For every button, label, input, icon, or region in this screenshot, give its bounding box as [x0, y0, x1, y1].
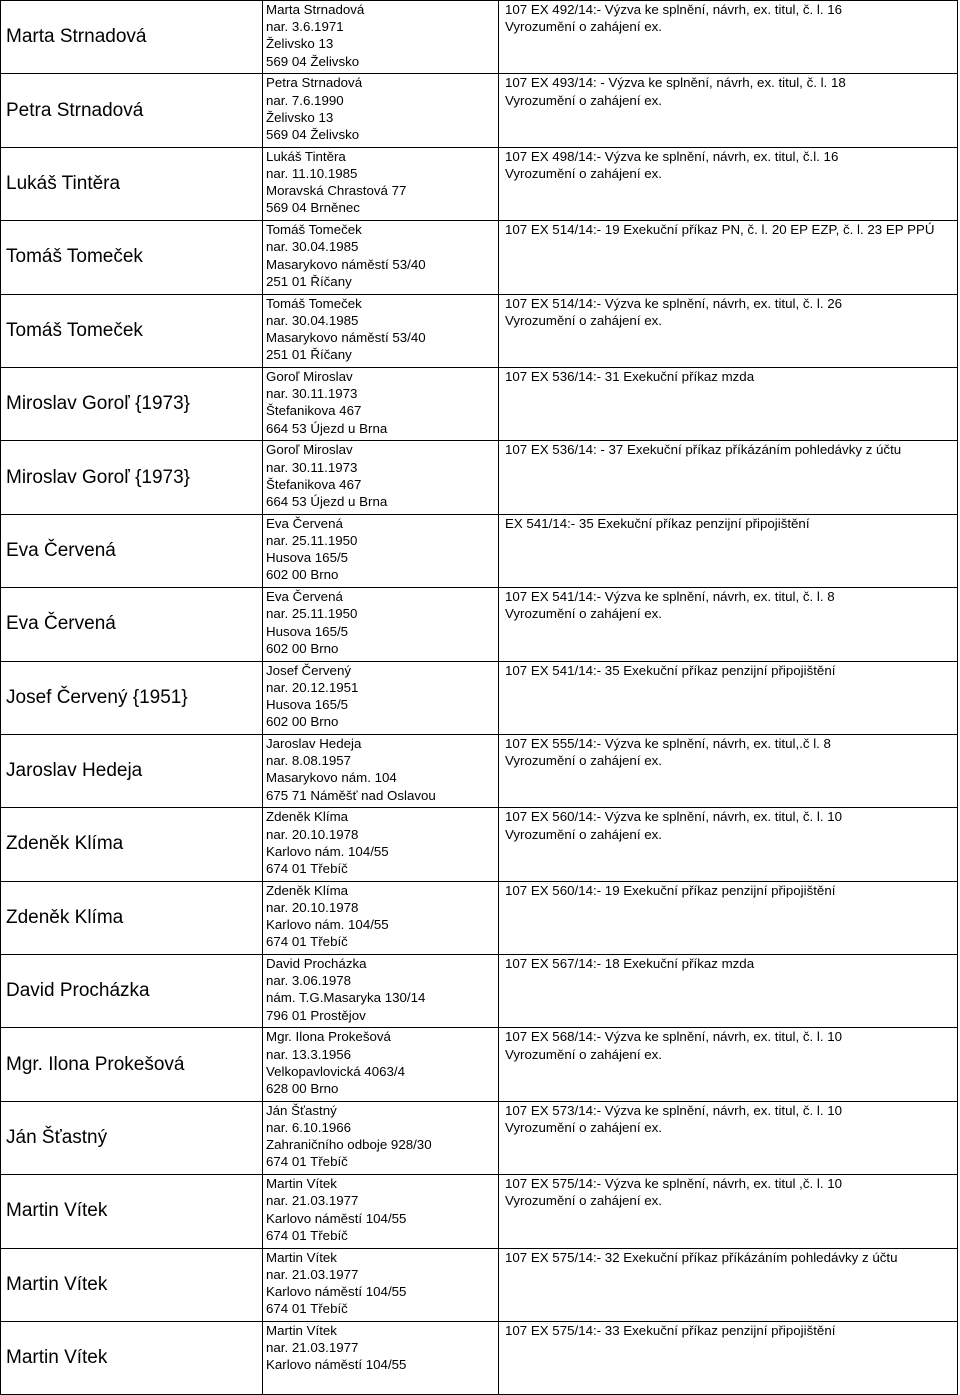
detail-address-line: 674 01 Třebíč	[266, 1301, 348, 1317]
detail-address-line: Karlovo nám. 104/55	[266, 917, 389, 933]
detail-name-line: Tomáš Tomeček	[266, 222, 362, 238]
person-detail-cell	[263, 661, 499, 734]
case-line: 107 EX 575/14:- Výzva ke splnění, návrh, ex. titul ,č. l. 10	[505, 1176, 843, 1192]
case-line: 107 EX 560/14:- Výzva ke splnění, návrh, ex. titul, č. l. 10	[505, 809, 843, 825]
detail-address-line: 602 00 Brno	[266, 714, 339, 730]
detail-birthdate-line: nar. 20.10.1978	[266, 826, 359, 842]
detail-address-line: Karlovo náměstí 104/55	[266, 1284, 407, 1300]
person-name-cell: Marta Strnadová	[1, 1, 263, 74]
person-name-cell: Zdeněk Klíma	[1, 881, 263, 954]
detail-birthdate-line: nar. 21.03.1977	[266, 1193, 359, 1209]
case-line: 107 EX 536/14:- 31 Exekuční příkaz mzda	[505, 368, 755, 384]
detail-birthdate-line: nar. 21.03.1977	[266, 1340, 359, 1356]
detail-name-line: Ján Šťastný	[266, 1102, 337, 1118]
detail-address-line: Velkopavlovická 4063/4	[266, 1063, 405, 1079]
detail-name-line: Zdeněk Klíma	[266, 809, 349, 825]
person-name-cell: Miroslav Goroľ {1973}	[1, 441, 263, 514]
person-name-cell: Tomáš Tomeček	[1, 221, 263, 294]
case-cell	[499, 661, 958, 734]
detail-address-line: Moravská Chrastová 77	[266, 183, 407, 199]
person-name-cell: Eva Červená	[1, 588, 263, 661]
person-name-cell: David Procházka	[1, 955, 263, 1028]
detail-address-line: Štefanikova 467	[266, 403, 362, 419]
case-line: 107 EX 575/14:- 33 Exekuční příkaz penzijní připojištění	[505, 1323, 836, 1339]
detail-address-line: Husova 165/5	[266, 550, 349, 566]
detail-address-line: 569 04 Želivsko	[266, 127, 360, 142]
case-line: 107 EX 555/14:- Výzva ke splnění, návrh, ex. titul,.č l. 8	[505, 735, 831, 751]
case-line: 107 EX 575/14:- 32 Exekuční příkaz příkázáním pohledávky z účtu	[505, 1249, 898, 1265]
case-line: Vyrozumění o zahájení ex.	[505, 753, 662, 769]
detail-name-line: Marta Strnadová	[266, 2, 365, 17]
person-detail-cell	[263, 514, 499, 587]
detail-address-line: Štefanikova 467	[266, 476, 362, 492]
detail-name-line: Martin Vítek	[266, 1176, 337, 1192]
person-detail-cell	[263, 1175, 499, 1248]
detail-address-line: Husova 165/5	[266, 623, 349, 639]
table-row	[1, 1028, 958, 1101]
case-line: Vyrozumění o zahájení ex.	[505, 1193, 662, 1209]
table-row	[1, 661, 958, 734]
records-body	[1, 1, 958, 1395]
detail-birthdate-line: nar. 20.10.1978	[266, 899, 359, 915]
case-line: 107 EX 568/14:- Výzva ke splnění, návrh, ex. titul, č. l. 10	[505, 1029, 843, 1045]
case-line: 107 EX 536/14: - 37 Exekuční příkaz příkázáním pohledávky z účtu	[505, 442, 902, 458]
person-name-cell: Martin Vítek	[1, 1175, 263, 1248]
detail-name-line: Lukáš Tintěra	[266, 148, 346, 164]
person-name-cell: Eva Červená	[1, 514, 263, 587]
detail-birthdate-line: nar. 6.10.1966	[266, 1120, 352, 1136]
case-line: 107 EX 493/14: - Výzva ke splnění, návrh, ex. titul, č. l. 18	[505, 75, 846, 91]
detail-address-line: Masarykovo náměstí 53/40	[266, 256, 426, 272]
person-name-cell: Tomáš Tomeček	[1, 294, 263, 367]
detail-address-line: 569 04 Želivsko	[266, 53, 360, 69]
table-row	[1, 294, 958, 367]
detail-birthdate-line: nar. 30.11.1973	[266, 386, 358, 402]
person-detail-cell	[263, 881, 499, 954]
table-row	[1, 367, 958, 440]
detail-name-line: Josef Červený	[266, 662, 351, 678]
detail-name-line: Martin Vítek	[266, 1323, 337, 1339]
person-detail-cell	[263, 74, 499, 147]
case-line: EX 541/14:- 35 Exekuční příkaz penzijní připojištění	[505, 515, 810, 531]
detail-name-line: Martin Vítek	[266, 1249, 337, 1265]
case-cell	[499, 1175, 958, 1248]
detail-address-line: 602 00 Brno	[266, 567, 339, 583]
case-cell	[499, 808, 958, 881]
person-detail-cell	[263, 734, 499, 807]
person-detail-cell	[263, 1248, 499, 1321]
person-detail-cell	[263, 588, 499, 661]
detail-address-line: 251 01 Říčany	[266, 347, 352, 363]
case-line: 107 EX 541/14:- Výzva ke splnění, návrh, ex. titul, č. l. 8	[505, 589, 835, 605]
detail-birthdate-line: nar. 30.04.1985	[266, 312, 359, 328]
detail-address-line: 251 01 Říčany	[266, 273, 352, 289]
case-cell	[499, 221, 958, 294]
detail-name-line: Eva Červená	[266, 589, 343, 605]
case-line: Vyrozumění o zahájení ex.	[505, 92, 662, 108]
detail-birthdate-line: nar. 3.06.1978	[266, 973, 352, 989]
person-name-cell: Josef Červený {1951}	[1, 661, 263, 734]
detail-address-line: nám. T.G.Masaryka 130/14	[266, 990, 426, 1006]
case-cell	[499, 1028, 958, 1101]
case-line: 107 EX 492/14:- Výzva ke splnění, návrh, ex. titul, č. l. 16	[505, 2, 843, 17]
case-cell	[499, 734, 958, 807]
case-line: Vyrozumění o zahájení ex.	[505, 606, 662, 622]
detail-birthdate-line: nar. 7.6.1990	[266, 92, 344, 108]
person-name-cell: Martin Vítek	[1, 1248, 263, 1321]
case-line: Vyrozumění o zahájení ex.	[505, 1046, 662, 1062]
case-cell	[499, 881, 958, 954]
person-detail-cell	[263, 294, 499, 367]
detail-birthdate-line: nar. 8.08.1957	[266, 753, 352, 769]
person-name-cell: Martin Vítek	[1, 1322, 263, 1395]
case-cell	[499, 514, 958, 587]
detail-birthdate-line: nar. 30.11.1973	[266, 459, 358, 475]
case-line: 107 EX 498/14:- Výzva ke splnění, návrh, ex. titul, č.l. 16	[505, 148, 839, 164]
detail-address-line: Masarykovo nám. 104	[266, 770, 397, 786]
detail-address-line: 664 53 Újezd u Brna	[266, 420, 388, 436]
case-line: 107 EX 560/14:- 19 Exekuční příkaz penzijní připojištění	[505, 882, 836, 898]
detail-address-line: Masarykovo náměstí 53/40	[266, 329, 426, 345]
case-line: 107 EX 514/14:- Výzva ke splnění, návrh, ex. titul, č. l. 26	[505, 295, 843, 311]
table-row	[1, 147, 958, 220]
person-name-cell: Lukáš Tintěra	[1, 147, 263, 220]
person-detail-cell	[263, 1028, 499, 1101]
detail-address-line: 602 00 Brno	[266, 640, 339, 656]
person-detail-cell	[263, 1, 499, 74]
detail-birthdate-line: nar. 25.11.1950	[266, 606, 358, 622]
detail-name-line: Goroľ Miroslav	[266, 442, 353, 458]
person-detail-cell	[263, 1101, 499, 1174]
case-line: Vyrozumění o zahájení ex.	[505, 312, 662, 328]
detail-address-line: 796 01 Prostějov	[266, 1007, 366, 1023]
case-line: Vyrozumění o zahájení ex.	[505, 165, 662, 181]
detail-address-line: 628 00 Brno	[266, 1081, 339, 1097]
table-row	[1, 1322, 958, 1395]
detail-address-line: 674 01 Třebíč	[266, 860, 348, 876]
case-cell	[499, 147, 958, 220]
table-row	[1, 1248, 958, 1321]
case-cell	[499, 294, 958, 367]
table-row	[1, 514, 958, 587]
case-line: Vyrozumění o zahájení ex.	[505, 19, 662, 35]
person-name-cell: Zdeněk Klíma	[1, 808, 263, 881]
person-detail-cell	[263, 147, 499, 220]
person-name-cell: Miroslav Goroľ {1973}	[1, 367, 263, 440]
person-detail-cell	[263, 221, 499, 294]
case-cell	[499, 955, 958, 1028]
table-row	[1, 1101, 958, 1174]
detail-birthdate-line: nar. 30.04.1985	[266, 239, 359, 255]
detail-name-line: Tomáš Tomeček	[266, 295, 362, 311]
case-cell	[499, 588, 958, 661]
detail-address-line: 569 04 Brněnec	[266, 200, 360, 216]
case-cell	[499, 74, 958, 147]
case-cell	[499, 1322, 958, 1395]
table-row	[1, 1, 958, 74]
detail-address-line: Karlovo náměstí 104/55	[266, 1357, 407, 1373]
detail-birthdate-line: nar. 21.03.1977	[266, 1266, 359, 1282]
detail-name-line: Goroľ Miroslav	[266, 368, 353, 384]
table-row	[1, 588, 958, 661]
person-detail-cell	[263, 955, 499, 1028]
detail-birthdate-line: nar. 13.3.1956	[266, 1046, 352, 1062]
table-row	[1, 74, 958, 147]
person-name-cell: Jaroslav Hedeja	[1, 734, 263, 807]
detail-address-line: 674 01 Třebíč	[266, 1154, 348, 1170]
table-row	[1, 221, 958, 294]
case-cell	[499, 1, 958, 74]
case-line: 107 EX 567/14:- 18 Exekuční příkaz mzda	[505, 956, 755, 972]
table-row	[1, 1175, 958, 1248]
table-row	[1, 955, 958, 1028]
detail-name-line: Petra Strnadová	[266, 75, 363, 91]
table-row	[1, 881, 958, 954]
detail-address-line: 675 71 Náměšť nad Oslavou	[266, 787, 436, 803]
person-name-cell: Petra Strnadová	[1, 74, 263, 147]
detail-address-line: 664 53 Újezd u Brna	[266, 493, 388, 509]
case-line: 107 EX 514/14:- 19 Exekuční příkaz PN, č. l. 20 EP EZP, č. l. 23 EP PPÚ	[505, 222, 935, 238]
detail-address-line: Karlovo náměstí 104/55	[266, 1210, 407, 1226]
case-cell	[499, 1101, 958, 1174]
detail-birthdate-line: nar. 25.11.1950	[266, 532, 358, 548]
detail-address-line: 674 01 Třebíč	[266, 934, 348, 950]
detail-address-line: Želivsko 13	[266, 36, 334, 52]
case-line: 107 EX 573/14:- Výzva ke splnění, návrh, ex. titul, č. l. 10	[505, 1102, 843, 1118]
person-detail-cell	[263, 1322, 499, 1395]
table-row	[1, 808, 958, 881]
case-cell	[499, 1248, 958, 1321]
person-detail-cell	[263, 808, 499, 881]
detail-birthdate-line: nar. 3.6.1971	[266, 19, 344, 35]
table-row	[1, 734, 958, 807]
case-cell	[499, 441, 958, 514]
detail-address-line: Zahraničního odboje 928/30	[266, 1137, 432, 1153]
person-name-cell: Ján Šťastný	[1, 1101, 263, 1174]
detail-address-line: Husova 165/5	[266, 696, 349, 712]
detail-name-line: Eva Červená	[266, 515, 343, 531]
detail-birthdate-line: nar. 20.12.1951	[266, 679, 359, 695]
person-detail-cell	[263, 441, 499, 514]
detail-address-line: 674 01 Třebíč	[266, 1227, 348, 1243]
detail-name-line: Mgr. Ilona Prokešová	[266, 1029, 391, 1045]
case-line: 107 EX 541/14:- 35 Exekuční příkaz penzijní připojištění	[505, 662, 836, 678]
case-cell	[499, 367, 958, 440]
detail-address-line: Karlovo nám. 104/55	[266, 843, 389, 859]
detail-name-line: David Procházka	[266, 956, 367, 972]
person-name-cell: Mgr. Ilona Prokešová	[1, 1028, 263, 1101]
detail-name-line: Zdeněk Klíma	[266, 882, 349, 898]
detail-address-line: Želivsko 13	[266, 109, 334, 125]
detail-name-line: Jaroslav Hedeja	[266, 735, 362, 751]
case-line: Vyrozumění o zahájení ex.	[505, 826, 662, 842]
case-line: Vyrozumění o zahájení ex.	[505, 1120, 662, 1136]
detail-birthdate-line: nar. 11.10.1985	[266, 165, 358, 181]
person-detail-cell	[263, 367, 499, 440]
table-row	[1, 441, 958, 514]
